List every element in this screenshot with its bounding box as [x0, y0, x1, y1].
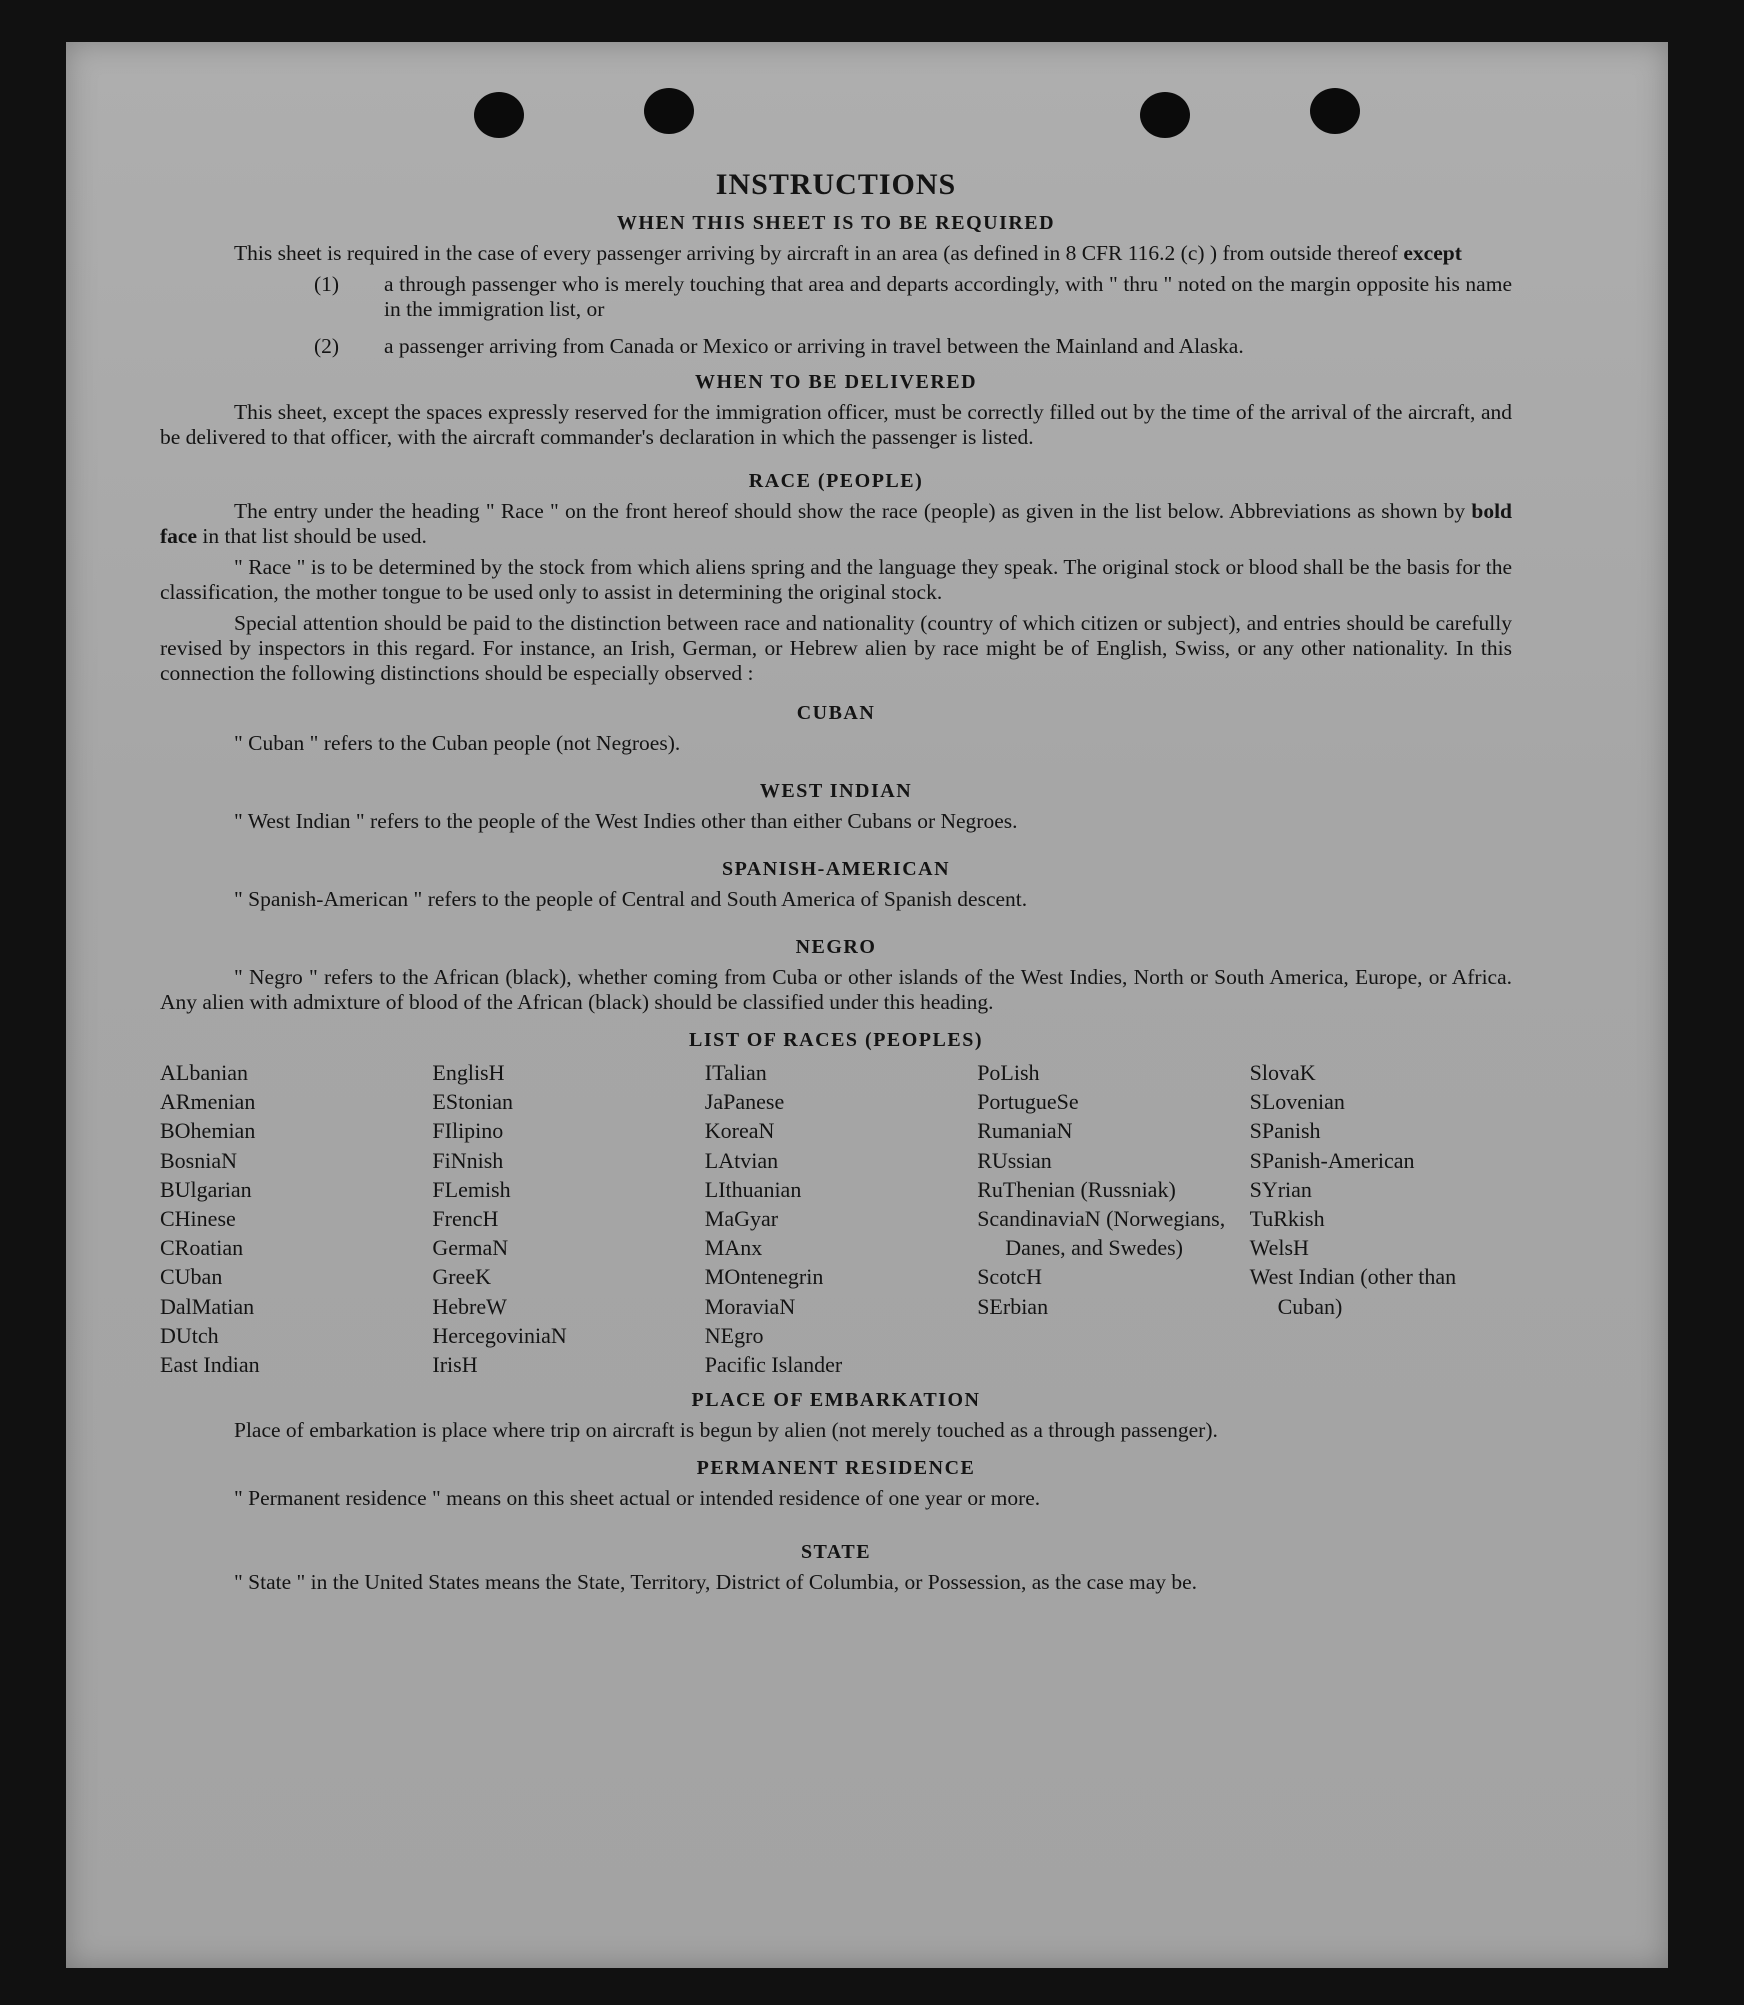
- races-column: [705, 1058, 967, 1379]
- race-entry: SYrian: [1249, 1176, 1312, 1202]
- race-entry: FiNnish: [432, 1147, 504, 1173]
- races-column: [977, 1058, 1239, 1379]
- state-definition: " State " in the United States means the State, Territory, District of Columbia, or Possession, as the case may be.: [234, 1570, 1198, 1595]
- race-entry: East Indian: [160, 1352, 260, 1378]
- race-paragraph-1: The entry under the heading " Race " on the front hereof should show the race (people) as given in the list below. Abbreviations as shown by bold face in that list should be used.: [160, 499, 1512, 548]
- section-heading-required: WHEN THIS SHEET IS TO BE REQUIRED: [616, 212, 1056, 234]
- race-paragraph-3: Special attention should be paid to the distinction between race and nationality (country of which citizen or subject), and entries should be carefully revised by inspectors in this regard. For instance, an Irish, German, or Hebrew alien by race might be of English, Swiss, or any other nationality. In this connection the following distinctions should be especially observed :: [160, 611, 1512, 685]
- race-paragraph-2: " Race " is to be determined by the stock from which aliens spring and the language they speak. The original stock or blood shall be the basis for the classification, the mother tongue to be used only to assist in determining the original stock.: [160, 555, 1512, 604]
- bold-face-word: bold face: [160, 499, 1512, 548]
- race-entry: Pacific Islander: [704, 1352, 843, 1378]
- race-entry: HebreW: [432, 1293, 507, 1319]
- race-entry: BOhemian: [160, 1118, 256, 1144]
- section-heading-races-list: LIST OF RACES (PEOPLES): [688, 1029, 983, 1051]
- exception-item: (2) a passenger arriving from Canada or Mexico or arriving in travel between the Mainland and Alaska.: [314, 334, 1244, 358]
- section-heading-embarkation: PLACE OF EMBARKATION: [691, 1389, 981, 1412]
- race-entry: NEgro: [704, 1322, 764, 1348]
- section-heading-race: RACE (PEOPLE): [748, 470, 924, 492]
- except-word: except: [1403, 241, 1462, 265]
- section-heading-delivered: WHEN TO BE DELIVERED: [694, 371, 978, 393]
- delivered-text: This sheet, except the spaces expressly reserved for the immigration officer, must be correctly filled out by the time of the arrival of the aircraft, and be delivered to that officer, with the aircraft commander's declaration in which the passenger is listed.: [160, 400, 1512, 449]
- race-entry: RuThenian (Russniak): [977, 1176, 1176, 1202]
- race-entry: FLemish: [432, 1176, 511, 1202]
- west-indian-definition: " West Indian " refers to the people of the West Indies other than either Cubans or Negroes.: [234, 809, 1018, 833]
- race-entry: TuRkish: [1249, 1206, 1325, 1232]
- race-entry: GermaN: [432, 1235, 509, 1261]
- race-entry: SPanish: [1249, 1118, 1321, 1144]
- race-entry: CHinese: [160, 1206, 236, 1232]
- race-entry: GreeK: [432, 1264, 492, 1290]
- race-entry: ITalian: [704, 1060, 767, 1085]
- races-column: [1250, 1058, 1512, 1379]
- race-entry: SErbian: [977, 1293, 1049, 1319]
- instructions-content: [160, 122, 1512, 1595]
- race-entry: JaPanese: [704, 1089, 785, 1115]
- embarkation-definition: Place of embarkation is place where trip on aircraft is begun by alien (not merely touched as a through passenger).: [234, 1418, 1218, 1443]
- race-entry: SlovaK: [1249, 1060, 1316, 1085]
- race-entry: SPanish-American: [1249, 1147, 1415, 1173]
- cuban-definition: " Cuban " refers to the Cuban people (not Negroes).: [234, 731, 681, 755]
- race-entry: RUssian: [977, 1147, 1052, 1173]
- races-column: [160, 1058, 422, 1379]
- race-entry: CRoatian: [160, 1235, 244, 1261]
- section-heading-state: STATE: [800, 1541, 872, 1564]
- race-entry: PoLish: [977, 1060, 1040, 1085]
- race-entry: EnglisH: [432, 1060, 505, 1085]
- race-entry: HercegoviniaN: [432, 1322, 567, 1348]
- negro-definition: " Negro " refers to the African (black), whether coming from Cuba or other islands of the West Indies, North or South America, Europe, or Africa. Any alien with admixture of blood of the African (black) should be classified under this heading.: [160, 965, 1512, 1014]
- race-entry: MaGyar: [704, 1206, 779, 1232]
- race-entry: ScandinaviaN (Norwegians, Danes, and Swedes): [977, 1206, 1226, 1261]
- race-entry: MOntenegrin: [704, 1264, 824, 1290]
- race-entry: RumaniaN: [977, 1118, 1073, 1144]
- residence-definition: " Permanent residence " means on this sheet actual or intended residence of one year or more.: [234, 1486, 1041, 1511]
- race-entry: MoraviaN: [704, 1293, 796, 1319]
- race-entry: ALbanian: [160, 1060, 248, 1085]
- race-entry: BosniaN: [160, 1147, 237, 1173]
- section-heading-cuban: CUBAN: [796, 702, 876, 724]
- required-intro: This sheet is required in the case of every passenger arriving by aircraft in an area (as defined in 8 CFR 116.2 (c) ) from outside thereof except: [234, 241, 1462, 265]
- page-title: INSTRUCTIONS: [715, 168, 957, 201]
- exception-item: (1) a through passenger who is merely touching that area and departs accordingly, with " thru " noted on the margin opposite his name in the immigration list, or: [314, 272, 1512, 321]
- race-entry: West Indian (other than Cuban): [1249, 1264, 1457, 1319]
- race-entry: DUtch: [160, 1322, 219, 1348]
- race-entry: DalMatian: [160, 1293, 255, 1319]
- race-entry: CUban: [160, 1264, 223, 1290]
- races-table: [160, 1058, 1512, 1379]
- section-heading-spanish-american: SPANISH-AMERICAN: [721, 858, 951, 880]
- race-entry: MAnx: [704, 1235, 763, 1261]
- race-entry: FrencH: [432, 1206, 499, 1232]
- race-entry: BUlgarian: [160, 1176, 252, 1202]
- section-heading-west-indian: WEST INDIAN: [759, 780, 913, 802]
- exceptions-list: [160, 272, 1512, 359]
- section-heading-negro: NEGRO: [795, 936, 877, 958]
- race-entry: LAtvian: [704, 1147, 779, 1173]
- race-entry: EStonian: [432, 1089, 514, 1115]
- race-entry: IrisH: [432, 1352, 478, 1378]
- section-heading-residence: PERMANENT RESIDENCE: [696, 1457, 976, 1480]
- races-column: [432, 1058, 694, 1379]
- race-entry: LIthuanian: [704, 1176, 802, 1202]
- race-entry: ScotcH: [977, 1264, 1042, 1290]
- race-entry: ARmenian: [160, 1089, 256, 1115]
- race-entry: KoreaN: [704, 1118, 775, 1144]
- race-entry: SLovenian: [1249, 1089, 1345, 1115]
- spanish-american-definition: " Spanish-American " refers to the people of Central and South America of Spanish descent.: [234, 887, 1028, 911]
- race-entry: WelsH: [1249, 1235, 1309, 1261]
- race-entry: PortugueSe: [977, 1089, 1079, 1115]
- race-entry: FIlipino: [432, 1118, 504, 1144]
